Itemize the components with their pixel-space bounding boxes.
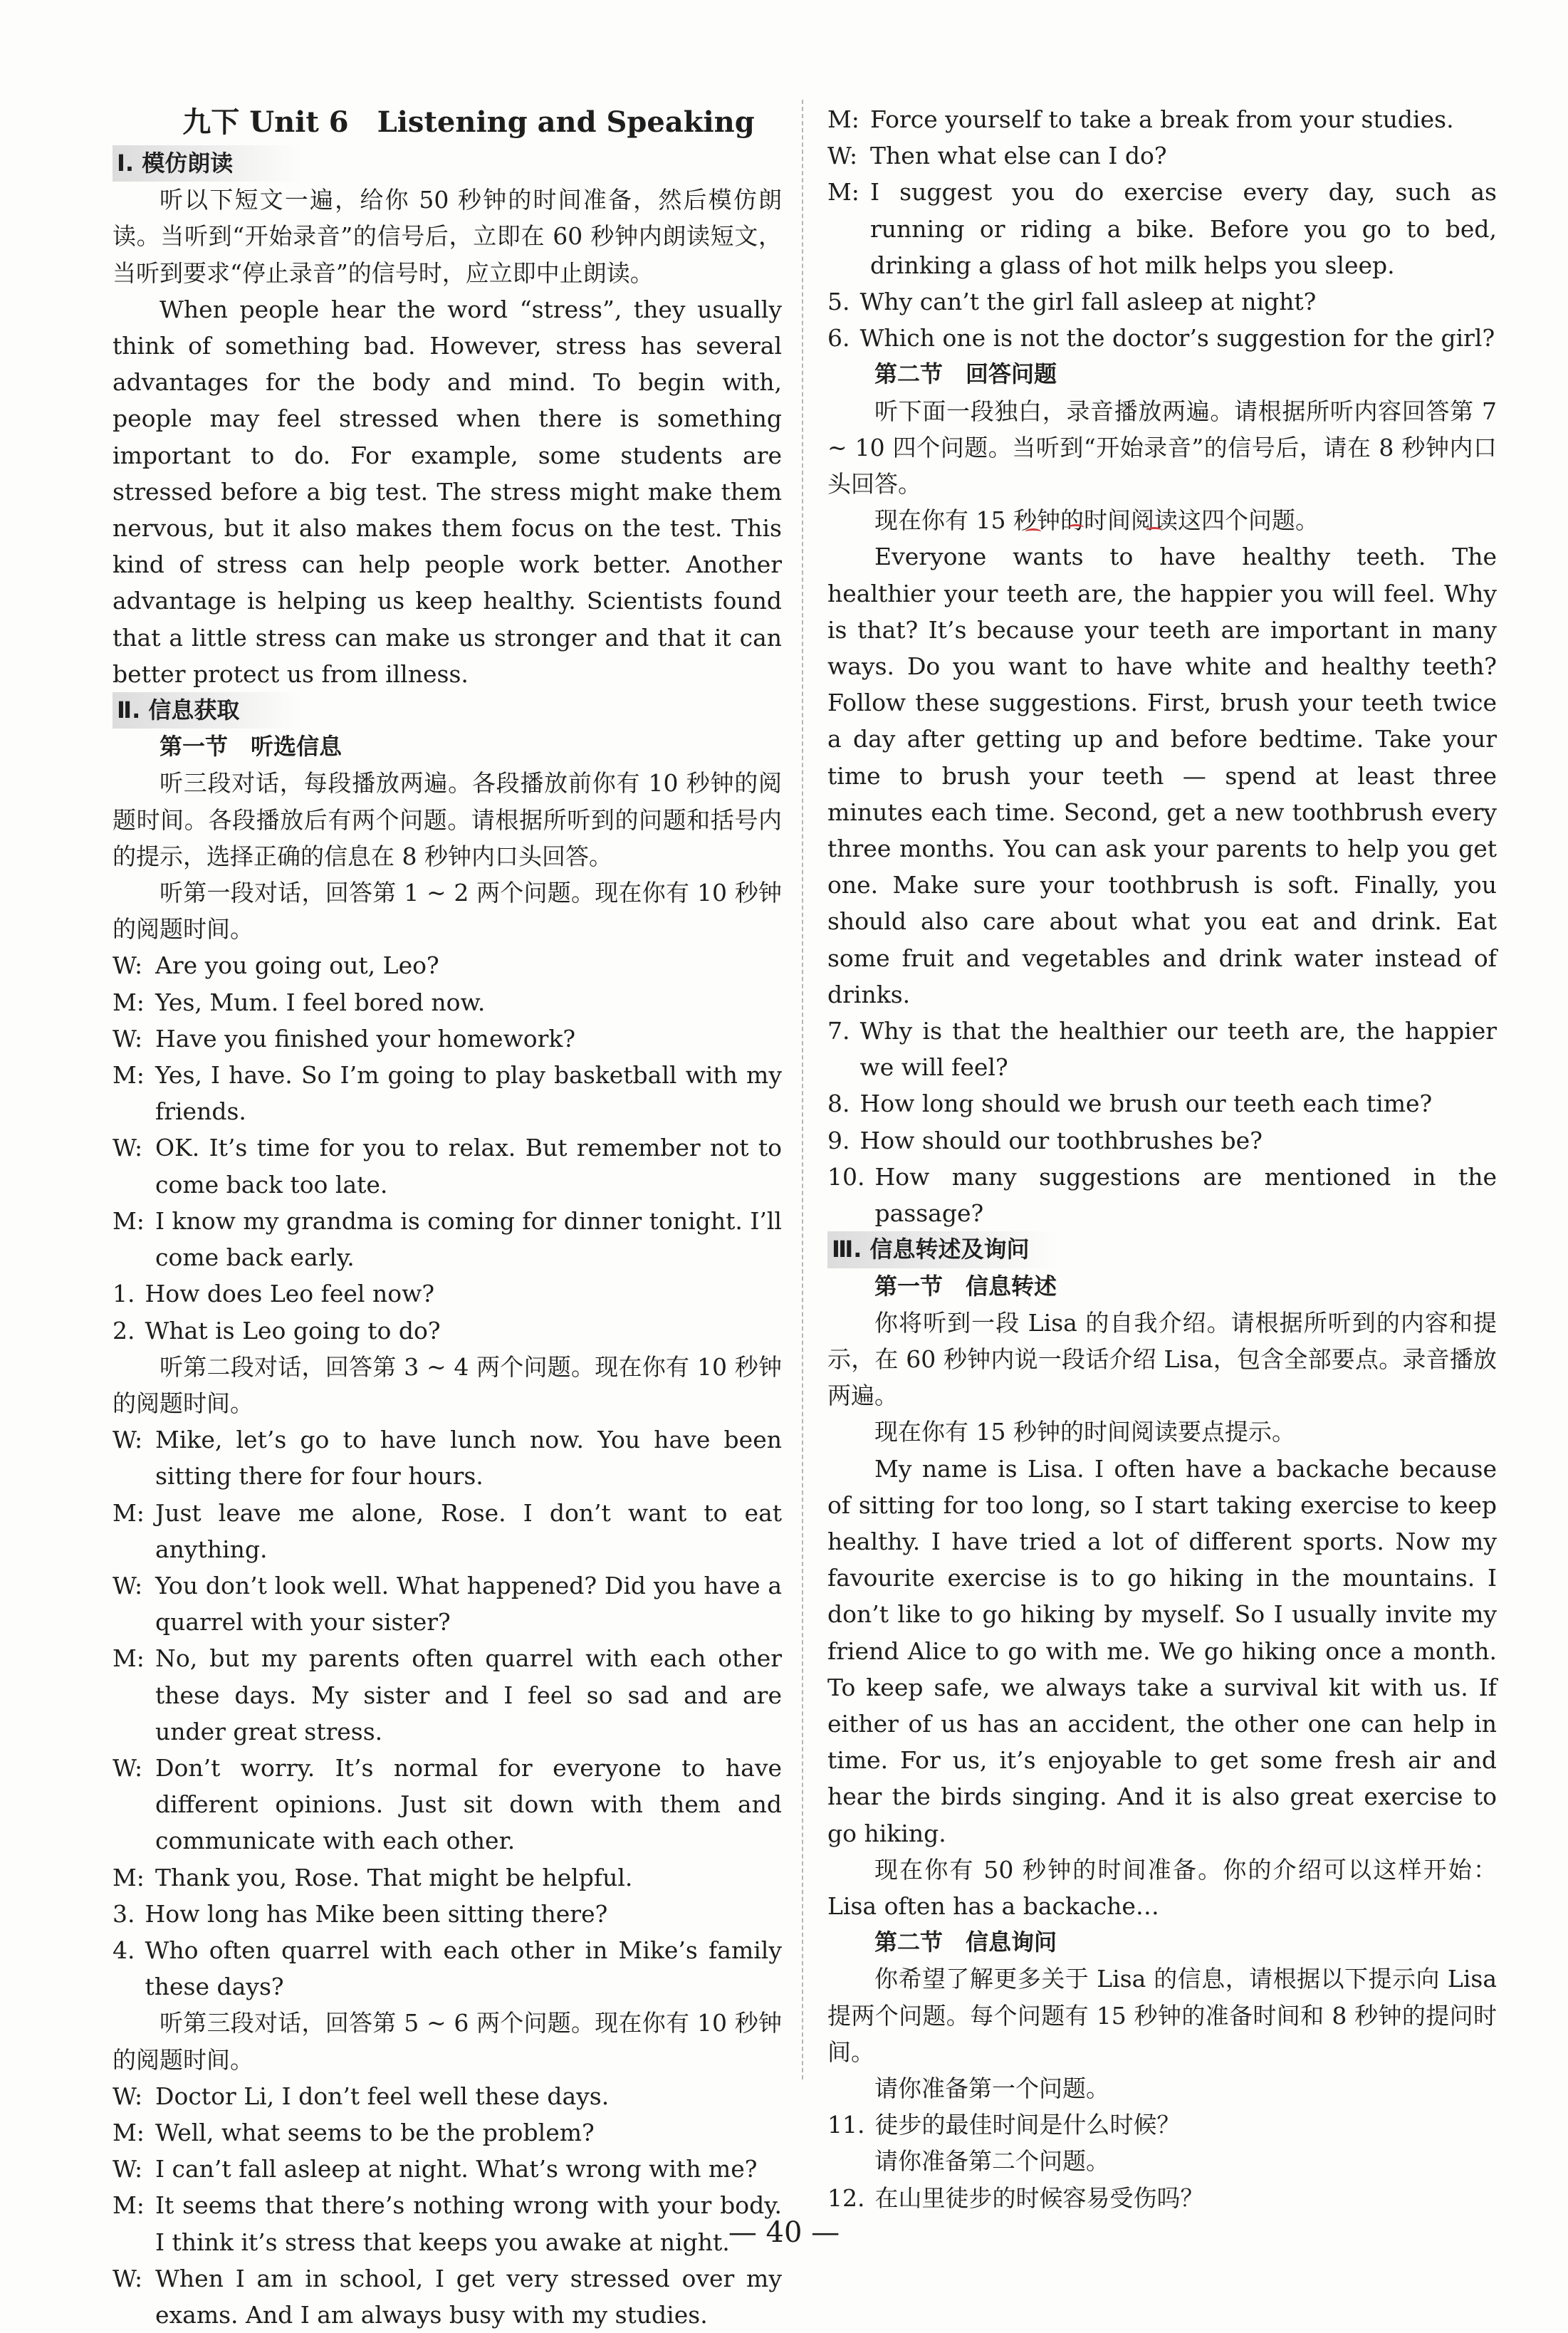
question-9	[827, 1122, 1497, 1159]
speaker: M:	[827, 105, 859, 133]
prep-second-question: 请你准备第二个问题。	[874, 2147, 1109, 2176]
right-column	[827, 101, 1497, 2216]
dialog-line	[113, 947, 782, 983]
question-text: How does Leo feel now?	[145, 1280, 435, 1308]
dialog-line	[113, 2114, 782, 2151]
utterance: Yes, I have. So I’m going to play basketball with my friends.	[155, 1061, 782, 1126]
dialog-line	[827, 101, 1497, 137]
dialog-line	[113, 1750, 782, 1859]
question-number: 1.	[113, 1280, 135, 1308]
question-text: What is Leo going to do?	[145, 1316, 441, 1345]
utterance: When I am in school, I get very stressed over my exams. And I am always busy with my studies.	[155, 2264, 782, 2329]
utterance: Yes, Mum. I feel bored now.	[155, 988, 486, 1016]
speaker: M:	[113, 1644, 145, 1673]
dialog-line	[113, 2151, 782, 2187]
section-3-part-1-heading: 第一节 信息转述	[874, 1272, 1057, 1300]
utterance: I can’t fall asleep at night. What’s wrong with me?	[155, 2155, 758, 2183]
dialog-3-part-a	[113, 2078, 782, 2333]
speaker: M:	[113, 1498, 145, 1527]
question-text: Who often quarrel with each other in Mike’s family these days?	[145, 1936, 782, 2001]
dialog-line	[113, 1057, 782, 1129]
page-number: — 40 —	[728, 2216, 840, 2249]
speaker: W:	[827, 142, 858, 170]
pen-mark	[1068, 524, 1084, 531]
dialog-line	[827, 137, 1497, 174]
question-number: 5.	[827, 288, 850, 316]
section-3-part-1-instruction: 你将听到一段 Lisa 的自我介绍。请根据所听到的内容和提示，在 60 秒钟内说一段话介绍 Lisa，包含全部要点。录音播放两遍。	[827, 1308, 1497, 1410]
section-2-part-2-prep: 现在你有 15 秒钟的时间阅读这四个问题。	[874, 506, 1319, 535]
section-2-part-2-heading: 第二节 回答问题	[874, 360, 1057, 388]
speaker: W:	[113, 1753, 143, 1782]
section-3-part-1-prep: 现在你有 15 秒钟的时间阅读要点提示。	[874, 1418, 1295, 1446]
question-text: 在山里徒步的时候容易受伤吗？	[874, 2183, 1204, 2212]
dialog-line	[113, 1495, 782, 1567]
question-5	[827, 283, 1497, 320]
dialog-1-intro: 听第一段对话，回答第 1 ~ 2 两个问题。现在你有 10 秒钟的阅题时间。	[113, 879, 782, 944]
section-1-heading: Ⅰ. 模仿朗读	[113, 145, 302, 182]
speaker: M:	[113, 2191, 145, 2220]
dialog-line	[827, 174, 1497, 283]
section-2-heading: Ⅱ. 信息获取	[113, 692, 302, 729]
utterance: Mike, let’s go to have lunch now. You have been sitting there for four hours.	[155, 1426, 782, 1491]
utterance: OK. It’s time for you to relax. But remember not to come back too late.	[155, 1134, 782, 1199]
speaker: W:	[113, 1134, 143, 1162]
question-number: 8.	[827, 1090, 850, 1118]
section-3-part-1-start: 现在你有 50 秒钟的时间准备。你的介绍可以这样开始：Lisa often has a backache…	[827, 1855, 1497, 1920]
question-3	[113, 1896, 782, 1932]
speaker: W:	[113, 2264, 143, 2292]
utterance: Then what else can I do?	[870, 142, 1167, 170]
dialog-line	[113, 1021, 782, 1057]
dialog-line	[113, 1203, 782, 1275]
speaker: W:	[113, 1571, 143, 1599]
question-8	[827, 1085, 1497, 1122]
utterance: Are you going out, Leo?	[155, 951, 439, 980]
dialog-3-intro: 听第三段对话，回答第 5 ~ 6 两个问题。现在你有 10 秒钟的阅题时间。	[113, 2009, 782, 2074]
question-12	[827, 2180, 1497, 2216]
utterance: Thank you, Rose. That might be helpful.	[155, 1863, 633, 1891]
speaker: W:	[113, 2155, 143, 2183]
dialog-line	[113, 1567, 782, 1640]
speaker: M:	[113, 988, 145, 1016]
utterance: Doctor Li, I don’t feel well these days.	[155, 2082, 610, 2110]
section-3-part-2-heading: 第二节 信息询问	[874, 1928, 1057, 1956]
dialog-line	[113, 984, 782, 1021]
pen-mark	[1025, 528, 1041, 535]
dialog-line	[113, 1640, 782, 1750]
speaker: W:	[113, 1024, 143, 1053]
speaker: M:	[113, 2118, 145, 2146]
speaker: M:	[113, 1061, 145, 1090]
pen-mark	[1146, 527, 1162, 533]
question-number: 4.	[113, 1936, 135, 1964]
question-number: 7.	[827, 1017, 850, 1045]
speaker: W:	[113, 1426, 143, 1454]
question-10	[827, 1159, 1497, 1231]
section-2-part-1-instruction: 听三段对话，每段播放两遍。各段播放前你有 10 秒钟的阅题时间。各段播放后有两个问题。请根据所听到的问题和括号内的提示，选择正确的信息在 8 秒钟内口头回答。	[113, 769, 782, 870]
dialog-line	[113, 1421, 782, 1494]
question-text: How long has Mike been sitting there?	[145, 1899, 608, 1928]
dialog-1	[113, 947, 782, 1275]
utterance: Well, what seems to be the problem?	[155, 2118, 595, 2146]
question-7	[827, 1013, 1497, 1085]
section-2-part-2-instruction: 听下面一段独白，录音播放两遍。请根据所听内容回答第 7 ~ 10 四个问题。当听到“开始录音”的信号后，请在 8 秒钟内口头回答。	[827, 397, 1497, 499]
question-number: 9.	[827, 1126, 850, 1154]
section-3-part-2-instruction: 你希望了解更多关于 Lisa 的信息，请根据以下提示向 Lisa 提两个问题。每个问题有 15 秒钟的准备时间和 8 秒钟的提问时间。	[827, 1965, 1497, 2066]
section-2-part-1-heading: 第一节 听选信息	[160, 733, 343, 761]
question-1	[113, 1275, 782, 1312]
utterance: No, but my parents often quarrel with each other these days. My sister and I feel so sad and are under great stress.	[155, 1644, 782, 1745]
dialog-line	[113, 2260, 782, 2333]
question-text: How should our toothbrushes be?	[859, 1126, 1263, 1154]
question-text: 徒步的最佳时间是什么时候？	[874, 2111, 1181, 2139]
speaker: W:	[113, 951, 143, 980]
section-1-instruction: 听以下短文一遍，给你 50 秒钟的时间准备，然后模仿朗读。当听到“开始录音”的信号后，立即在 60 秒钟内朗读短文，当听到要求“停止录音”的信号时，应立即中止朗读。	[113, 186, 782, 287]
utterance: I know my grandma is coming for dinner tonight. I’ll come back early.	[155, 1206, 782, 1272]
prep-first-question: 请你准备第一个问题。	[874, 2074, 1109, 2102]
page-title: 九下 Unit 6 Listening and Speaking	[182, 105, 755, 139]
question-text: Why can’t the girl fall asleep at night?	[859, 288, 1317, 316]
utterance: You don’t look well. What happened? Did you have a quarrel with your sister?	[155, 1571, 782, 1637]
question-number: 11.	[827, 2111, 865, 2139]
question-text: Why is that the healthier our teeth are, the happier we will feel?	[859, 1017, 1497, 1082]
question-number: 6.	[827, 324, 850, 353]
dialog-2	[113, 1421, 782, 1896]
section-3-passage: My name is Lisa. I often have a backache because of sitting for too long, so I start taking exercise to keep healthy. I have tried a lot of different sports. Now my favourite exercise is to go hiking in the mountains. I don’t like to go hiking by myself. So I usually invite my friend Alice to go with me. We go hiking once a month. To keep safe, we always take a survival kit with us. If either of us has an accident, the other one can help in time. For us, it’s enjoyable to get some fresh air and hear the birds singing. And it is also great exercise to go hiking.	[827, 1454, 1497, 1847]
question-text: Which one is not the doctor’s suggestion for the girl?	[859, 324, 1495, 353]
question-11	[827, 2107, 1497, 2143]
utterance: Have you finished your homework?	[155, 1024, 576, 1053]
question-text: How many suggestions are mentioned in the passage?	[874, 1162, 1497, 1228]
speaker: M:	[113, 1863, 145, 1891]
speaker: W:	[113, 2082, 143, 2110]
question-6	[827, 320, 1497, 356]
utterance: I suggest you do exercise every day, such as running or riding a bike. Before you go to bed, drinking a glass of hot milk helps you sleep.	[870, 178, 1497, 279]
speaker: M:	[113, 1206, 145, 1235]
question-number: 10.	[827, 1162, 865, 1191]
question-4	[113, 1932, 782, 2005]
dialog-line	[113, 1129, 782, 1202]
dialog-line	[113, 2078, 782, 2114]
utterance: Just leave me alone, Rose. I don’t want to eat anything.	[155, 1498, 782, 1563]
column-divider	[802, 100, 803, 2079]
speaker: M:	[827, 178, 859, 207]
utterance: It seems that there’s nothing wrong with your body. I think it’s stress that keeps you awake at night.	[155, 2191, 782, 2256]
dialog-3-part-b	[827, 101, 1497, 283]
dialog-line	[113, 1859, 782, 1896]
question-number: 3.	[113, 1899, 135, 1928]
question-2	[113, 1312, 782, 1349]
question-number: 12.	[827, 2183, 865, 2212]
utterance: Force yourself to take a break from your studies.	[870, 105, 1454, 133]
section-2-part-2-passage: Everyone wants to have healthy teeth. The healthier your teeth are, the happier you will feel. Why is that? It’s because your teeth are important in many ways. Do you want to have white and healthy teeth? Follow these suggestions. First, brush your teeth twice a day after getting up and before bedtime. Take your time to brush your teeth — spend at least three minutes each time. Second, get a new toothbrush every three months. You can ask your parents to help you get one. Make sure your toothbrush is soft. Finally, you should also care about what you eat and drink. Eat some fruit and vegetables and drink water instead of drinks.	[827, 543, 1497, 1008]
utterance: Don’t worry. It’s normal for everyone to have different opinions. Just sit down with them and communicate with each other.	[155, 1753, 782, 1855]
section-1-passage: When people hear the word “stress”, they usually think of something bad. However, stress has several advantages for the body and mind. To begin with, people may feel stressed when there is something important to do. For example, some students are stressed before a big test. The stress might make them nervous, but it also makes them focus on the test. This kind of stress can help people work better. Another advantage is helping us keep healthy. Scientists found that a little stress can make us stronger and that it can better protect us from illness.	[113, 295, 782, 688]
left-column	[113, 101, 782, 2333]
section-3-heading: Ⅲ. 信息转述及询问	[827, 1231, 1060, 1268]
question-text: How long should we brush our teeth each time?	[859, 1090, 1433, 1118]
dialog-2-intro: 听第二段对话，回答第 3 ~ 4 两个问题。现在你有 10 秒钟的阅题时间。	[113, 1352, 782, 1417]
question-number: 2.	[113, 1316, 135, 1345]
